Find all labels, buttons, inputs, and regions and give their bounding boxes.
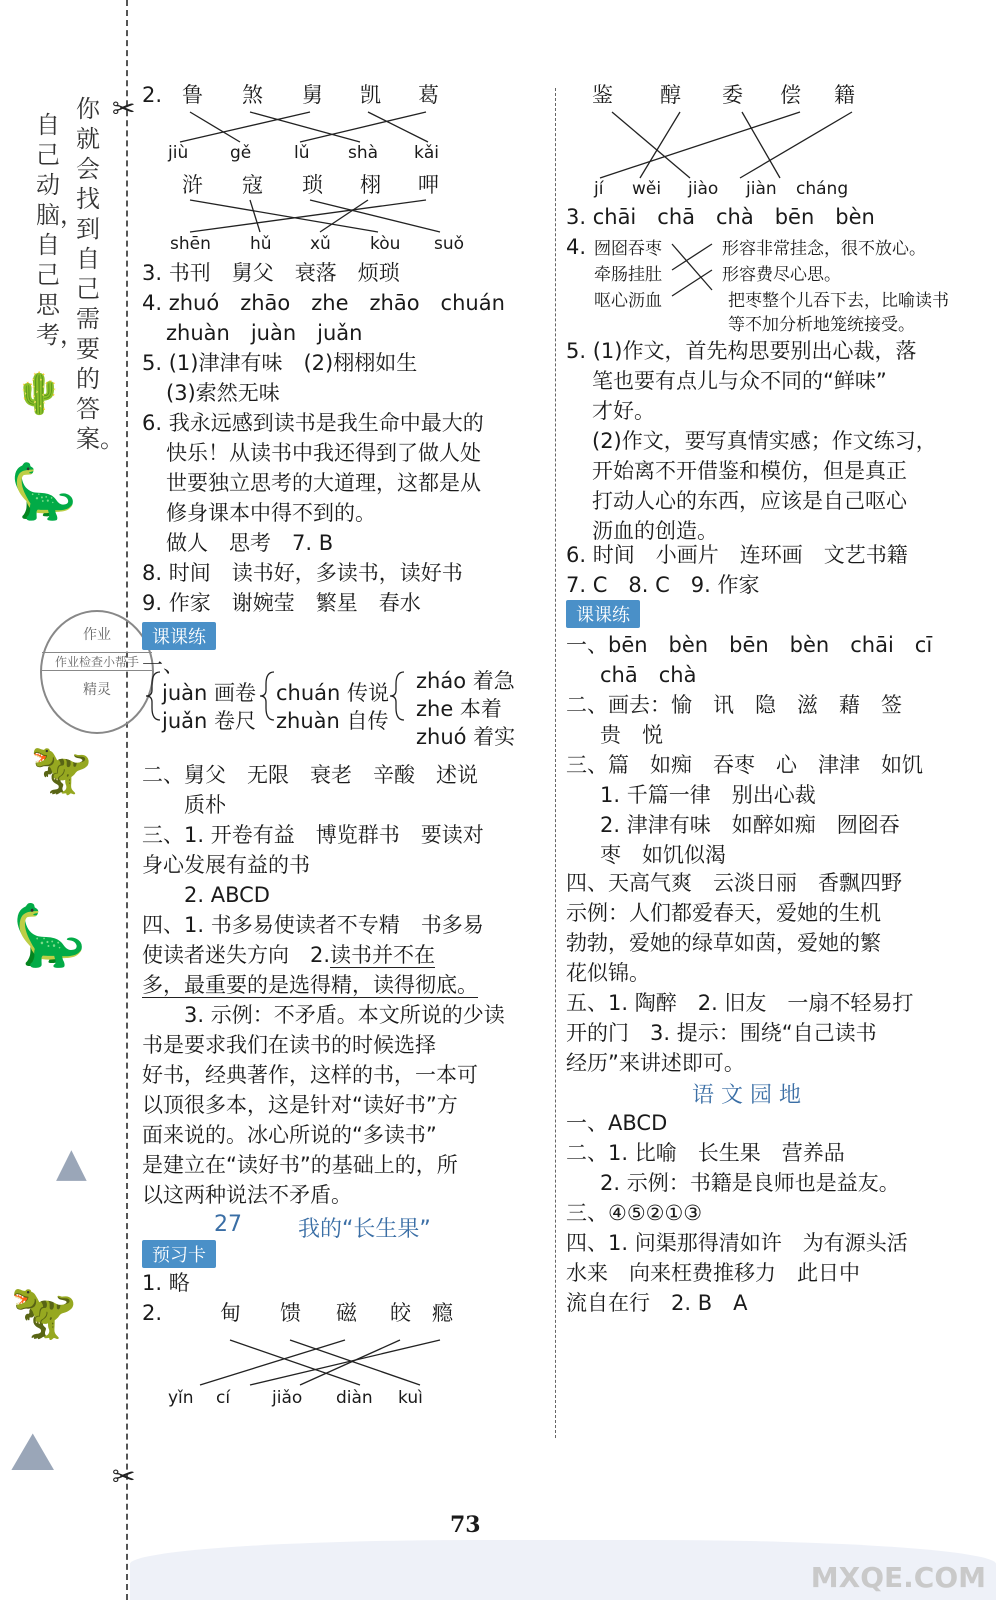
- answer-line: 3. 示例：不矛盾。本文所说的少读: [184, 1003, 505, 1027]
- answer-line: 一、: [142, 653, 184, 677]
- q2-char-9: 栩: [360, 173, 381, 197]
- answer-line: 书是要求我们在读书的时候选择: [142, 1033, 436, 1057]
- q2-pinyin-6: shēn: [170, 234, 211, 254]
- answer-line: 3. chāi chā chà bēn bèn: [566, 205, 875, 229]
- answer-line: (3)索然无味: [166, 381, 280, 405]
- answer-line: [142, 940, 435, 970]
- p2-pinyin-3: jiǎo: [272, 1388, 303, 1408]
- answer-line: juàn 画卷: [162, 681, 256, 705]
- p2-pinyin-4: diàn: [336, 1388, 373, 1408]
- q2-pinyin-8: xǔ: [310, 234, 331, 254]
- r2-char-4: 偿: [780, 83, 801, 107]
- r2-char-3: 委: [722, 83, 743, 107]
- p2-char-5: 瘾: [432, 1301, 453, 1325]
- answer-line: 快乐！从读书中我还得到了做人处: [166, 441, 481, 465]
- answer-line: 二、舅父 无限 衰老 辛酸 述说: [142, 763, 478, 787]
- q2-pinyin-2: gě: [230, 143, 252, 163]
- answer-line: 三、篇 如痴 吞枣 心 津津 如饥: [566, 753, 923, 777]
- answer-line: 是建立在“读好书”的基础上的，所: [142, 1153, 458, 1177]
- answer-line: 勃勃，爱她的绿草如茵，爱她的繁: [566, 931, 881, 955]
- answer-line: 经历”来讲述即可。: [566, 1051, 745, 1075]
- section-heading: 语 文 园 地: [692, 1083, 801, 1108]
- answer-line: 流自在行 2. B A: [566, 1291, 748, 1315]
- answer-line: 一、bēn bèn bēn bèn chāi cī: [566, 633, 933, 657]
- answer-line: 6. 时间 小画片 连环画 文艺书籍: [566, 543, 908, 567]
- answer-line: 5. (1)作文，首先构思要别出心裁，落: [566, 339, 917, 363]
- answer-line: [142, 970, 478, 1000]
- answer-text: 使读者迷失方向 2.: [142, 943, 331, 967]
- answer-line: 打动人心的东西，应该是自己呕心: [592, 489, 907, 513]
- answer-line: 水来 向来枉费推移力 此日中: [566, 1261, 860, 1285]
- idiom-meaning-3: 把枣整个儿吞下去，比喻读书: [728, 291, 949, 311]
- answer-line: 2. 津津有味 如醉如痴 囫囵吞: [600, 813, 900, 837]
- lesson-number: 27: [214, 1212, 242, 1237]
- answer-line: 以这两种说法不矛盾。: [142, 1183, 352, 1207]
- answer-line: 质朴: [184, 793, 226, 817]
- answer-line: 4. zhuó zhāo zhe zhāo chuán: [142, 291, 505, 315]
- answer-line: 笔也要有点儿与众不同的“鲜味”: [592, 369, 887, 393]
- answer-line: 做人 思考 7. B: [166, 531, 334, 555]
- section-badge: 课课练: [142, 622, 216, 650]
- answer-line: zháo 着急: [416, 669, 515, 693]
- answer-line: 1. 千篇一律 别出心裁: [600, 783, 816, 807]
- answer-line: 世要独立思考的大道理，这都是从: [166, 471, 481, 495]
- r2-char-5: 籍: [834, 83, 855, 107]
- sidebar-slogan-1: 你就会找到自己需要的答案。: [76, 95, 124, 453]
- p2-char-2: 馈: [280, 1301, 301, 1325]
- scissors-icon: ✂: [112, 92, 136, 125]
- answer-line: 开的门 3. 提示：围绕“自己读书: [566, 1021, 877, 1045]
- cactus-icon: 🌵: [14, 371, 64, 417]
- answer-line: 6. 我永远感到读书是我生命中最大的: [142, 411, 484, 435]
- section-badge: 预习卡: [142, 1240, 216, 1268]
- answer-line: 以顶很多本，这是针对“读好书”方: [142, 1093, 458, 1117]
- q2-pinyin-4: shà: [348, 143, 379, 163]
- answer-line: 8. 时间 读书好，多读书，读好书: [142, 561, 463, 585]
- q2-pinyin-5: kǎi: [414, 143, 439, 163]
- answer-line: 示例：人们都爱春天，爱她的生机: [566, 901, 881, 925]
- answer-line: 四、1. 书多易使读者不专精 书多易: [142, 913, 484, 937]
- q2-char-7: 寇: [242, 173, 263, 197]
- answer-line: 五、1. 陶醉 2. 旧友 一扇不轻易打: [566, 991, 914, 1015]
- answer-line: 才好。: [592, 399, 655, 423]
- q2-char-2: 煞: [242, 83, 263, 107]
- q2-char-1: 鲁: [182, 83, 203, 107]
- answer-line: zhuàn 自传: [276, 709, 389, 733]
- answer-line: 三、④⑤②①③: [566, 1201, 703, 1225]
- idiom-left-2: 牵肠挂肚: [594, 265, 662, 285]
- answer-line: (2)作文，要写真情实感；作文练习，: [592, 429, 937, 453]
- idiom-left-3: 呕心沥血: [594, 291, 662, 311]
- answer-line: chuán 传说: [276, 681, 390, 705]
- idiom-meaning-3b: 等不加分析地笼统接受。: [728, 315, 915, 335]
- answer-line: zhe 本着: [416, 697, 502, 721]
- answer-line: zhuàn juàn juǎn: [166, 321, 363, 345]
- p2-char-4: 皎: [390, 1301, 411, 1325]
- answer-line: 四、天高气爽 云淡日丽 香飘四野: [566, 871, 902, 895]
- dinosaur-icon: 🦕: [10, 460, 78, 523]
- stamp-bottom-text: 精灵: [83, 682, 111, 698]
- answer-line: 一、ABCD: [566, 1111, 668, 1135]
- q2-char-6: 浒: [182, 173, 203, 197]
- watermark: MXQE.COM: [810, 1561, 986, 1594]
- answer-line: 二、1. 比喻 长生果 营养品: [566, 1141, 845, 1165]
- answer-line: 花似锦。: [566, 961, 650, 985]
- idiom-meaning-2: 形容费尽心思。: [722, 265, 841, 285]
- r2-pinyin-2: wěi: [632, 179, 662, 199]
- p2-pinyin-2: cí: [216, 1388, 231, 1408]
- r2-pinyin-5: cháng: [796, 179, 849, 199]
- dinosaur-icon: 🦕: [12, 901, 87, 971]
- q2-char-5: 葛: [418, 83, 439, 107]
- section-badge: 课课练: [566, 600, 640, 628]
- answer-line: 9. 作家 谢婉莹 繁星 春水: [142, 591, 421, 615]
- answer-line: juǎn 卷尺: [162, 709, 256, 733]
- answer-line: 2. ABCD: [184, 883, 270, 907]
- p2-char-1: 甸: [220, 1301, 241, 1325]
- answer-line: 贵 悦: [600, 723, 663, 747]
- scissors-icon: ✂: [112, 1460, 136, 1493]
- answer-line: 枣 如饥似渴: [600, 843, 726, 867]
- underlined-text: 多，最重要的是选得精，读得彻底。: [142, 973, 478, 997]
- answer-line: 开始离不开借鉴和模仿，但是真正: [592, 459, 907, 483]
- q2-label: 2.: [142, 83, 163, 107]
- r2-pinyin-3: jiào: [688, 179, 719, 199]
- answer-line: 身心发展有益的书: [142, 853, 310, 877]
- answer-line: 4.: [566, 235, 587, 259]
- q2-pinyin-3: lǔ: [294, 143, 310, 163]
- answer-line: 面来说的。冰心所说的“多读书”: [142, 1123, 437, 1147]
- stegosaurus-icon: 🦖: [10, 1280, 78, 1343]
- lesson-title: 我的“长生果”: [298, 1217, 431, 1242]
- answer-line: 5. (1)津津有味 (2)栩栩如生: [142, 351, 418, 375]
- answer-line: 修身课本中得不到的。: [166, 501, 376, 525]
- answer-line: 沥血的创造。: [592, 519, 718, 543]
- r2-pinyin-4: jiàn: [746, 179, 777, 199]
- answer-line: chā chà: [600, 663, 697, 687]
- underlined-text: 读书并不在: [330, 943, 436, 967]
- idiom-meaning-1: 形容非常挂念，很不放心。: [722, 239, 926, 259]
- q2-pinyin-10: suǒ: [434, 234, 465, 254]
- page-number: 73: [450, 1512, 481, 1538]
- q2-char-3: 舅: [302, 83, 323, 107]
- q2-label: 2.: [142, 1301, 163, 1325]
- q2-pinyin-9: kòu: [370, 234, 401, 254]
- p2-pinyin-1: yǐn: [168, 1388, 194, 1408]
- answer-line: 2. 示例：书籍是良师也是益友。: [600, 1171, 900, 1195]
- answer-line: zhuó 着实: [416, 725, 516, 749]
- q2-char-10: 呷: [418, 173, 439, 197]
- answer-line: 7. C 8. C 9. 作家: [566, 573, 760, 597]
- answer-line: 1. 略: [142, 1271, 190, 1295]
- r2-pinyin-1: jí: [594, 179, 604, 199]
- answer-line: 好书，经典著作，这样的书，一本可: [142, 1063, 478, 1087]
- r2-char-2: 醇: [660, 83, 681, 107]
- answer-line: 三、1. 开卷有益 博览群书 要读对: [142, 823, 484, 847]
- stamp-mid-text: 作业检查小帮手: [42, 652, 152, 671]
- stamp-top-text: 作业: [83, 627, 111, 643]
- q2-pinyin-7: hǔ: [250, 234, 272, 254]
- grass-icon: ▲: [56, 1140, 87, 1186]
- sidebar-slogan-2: 自己动脑，自己思考，: [36, 111, 84, 349]
- p2-pinyin-5: kuì: [398, 1388, 423, 1408]
- q2-pinyin-1: jiù: [168, 143, 189, 163]
- answer-line: 二、画去：愉 讯 隐 滋 藉 签: [566, 693, 902, 717]
- answer-line: 3. 书刊 舅父 衰落 烦琐: [142, 261, 400, 285]
- volcano-icon: ⛰: [10, 1420, 56, 1483]
- answer-line: 四、1. 问渠那得清如许 为有源头活: [566, 1231, 908, 1255]
- q2-char-4: 凯: [360, 83, 381, 107]
- q2-char-8: 琐: [302, 173, 323, 197]
- pterosaur-icon: 🦖: [30, 740, 93, 798]
- r2-char-1: 鉴: [592, 83, 613, 107]
- idiom-left-1: 囫囵吞枣: [594, 239, 662, 259]
- p2-char-3: 磁: [336, 1301, 357, 1325]
